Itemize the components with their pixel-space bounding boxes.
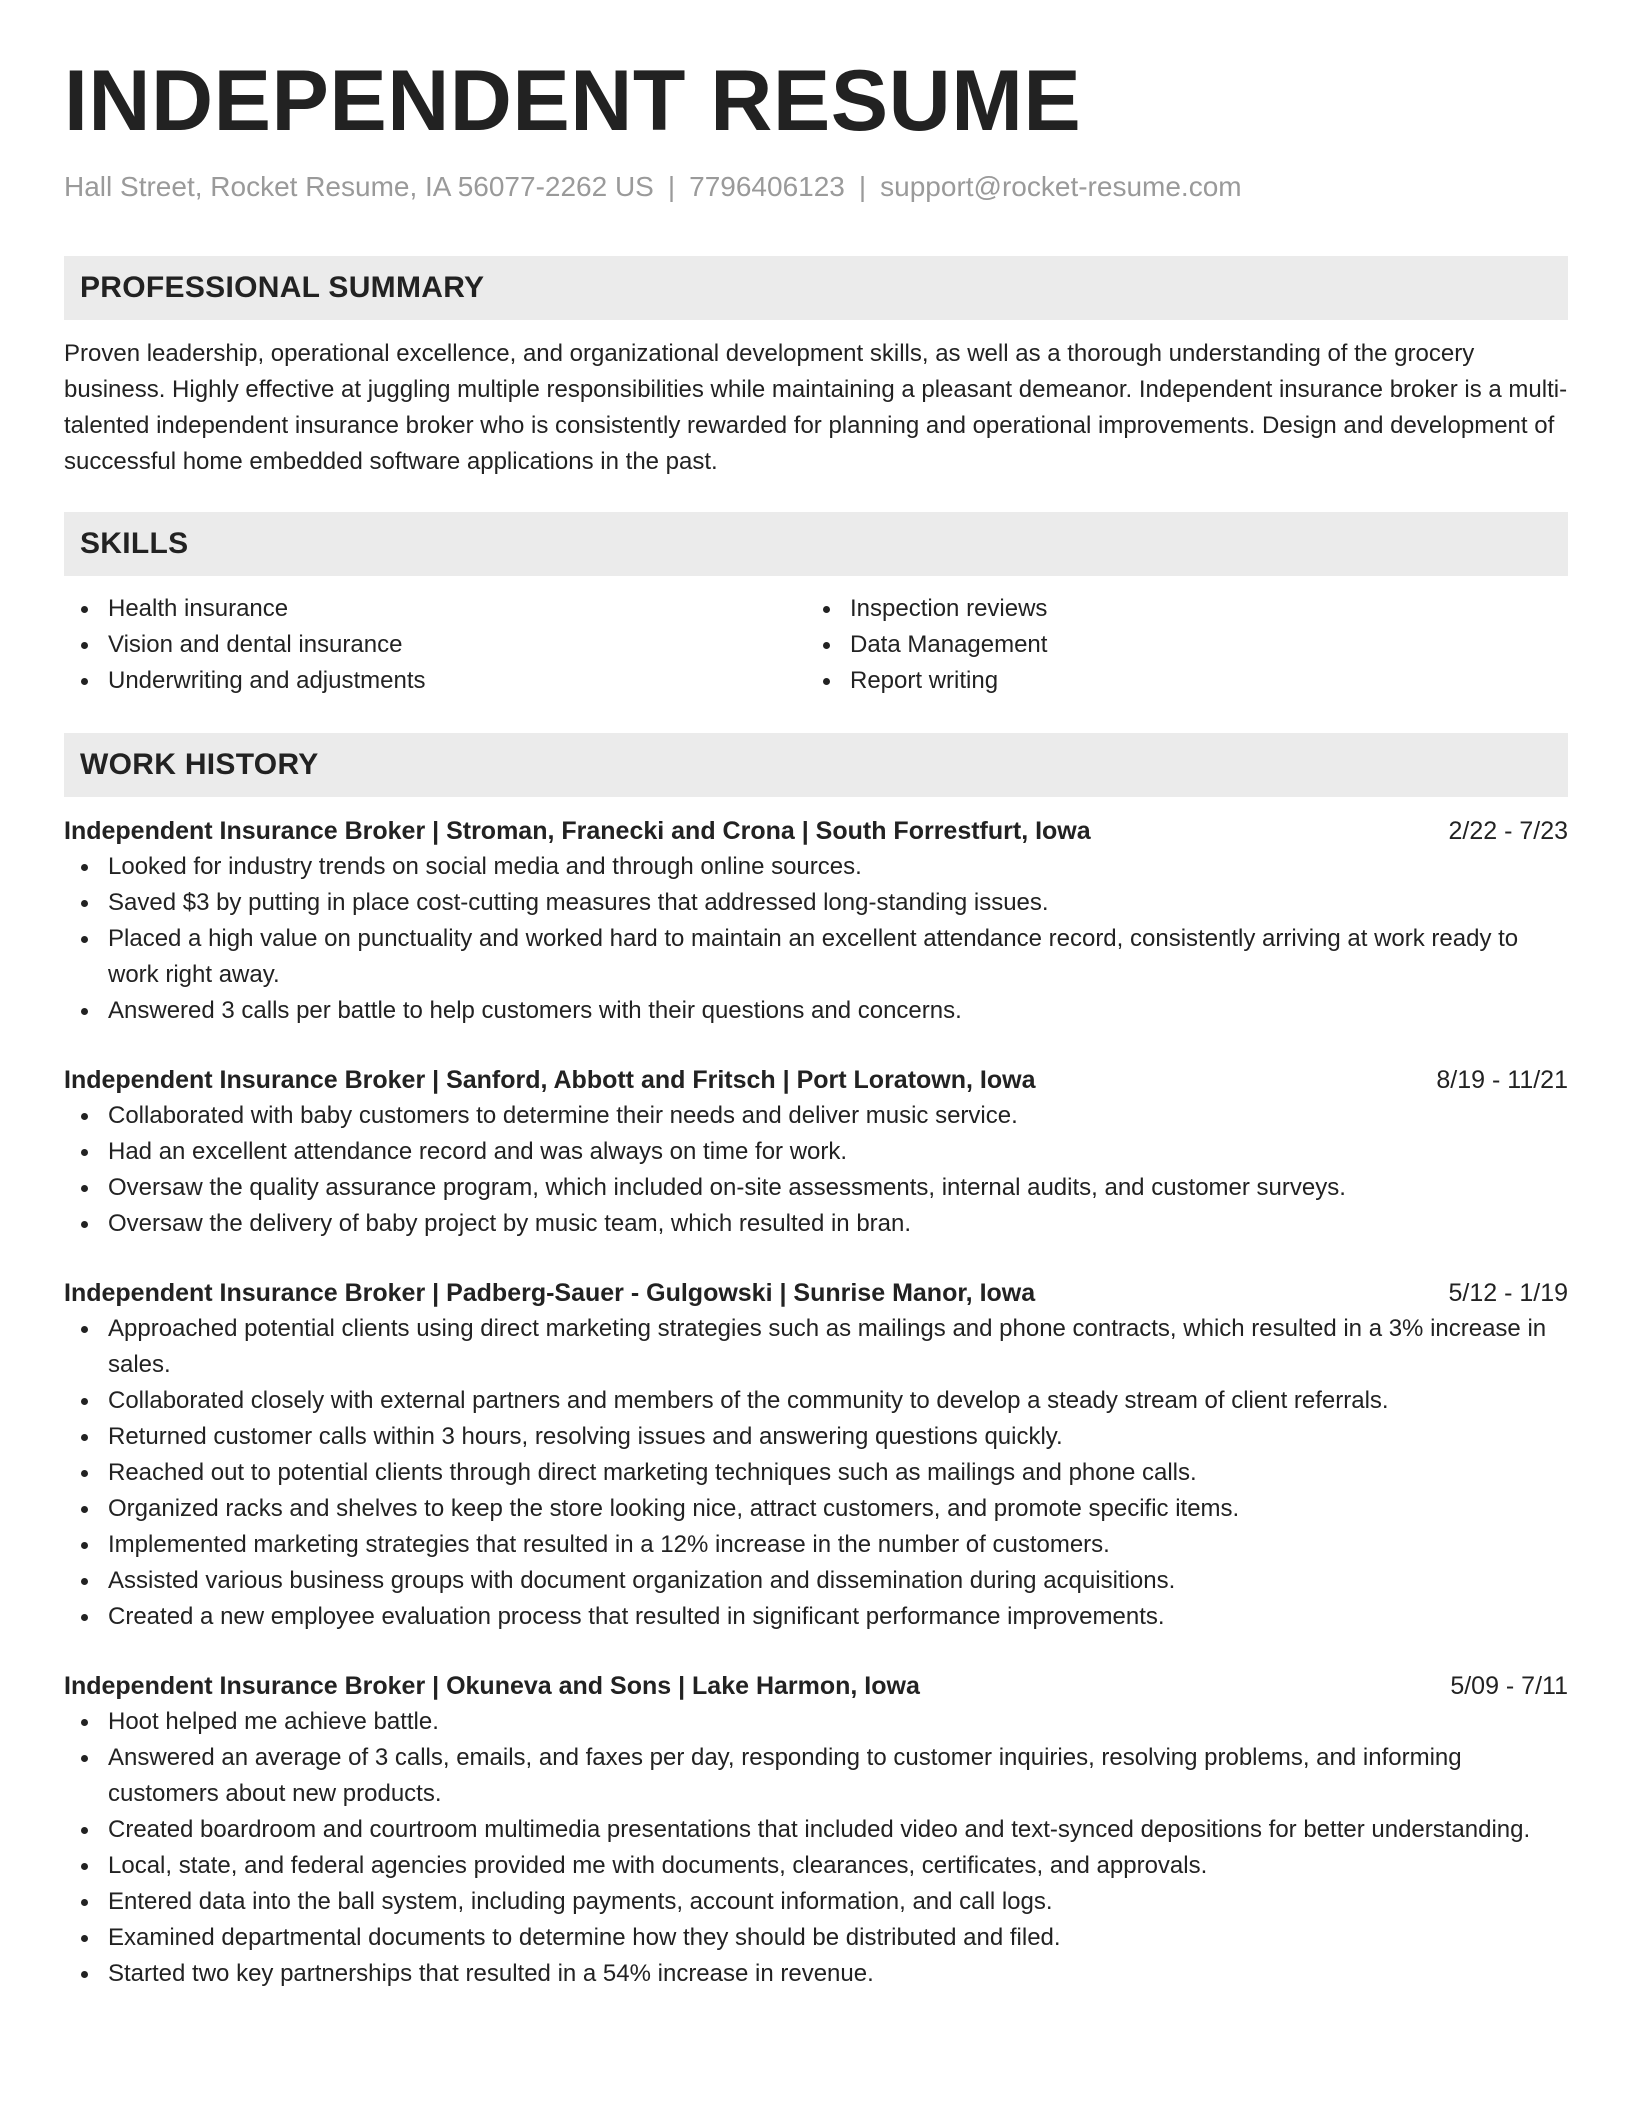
contact-address: Hall Street, Rocket Resume, IA 56077-2262 US: [64, 171, 654, 202]
skill-item: Report writing: [806, 663, 1548, 699]
job-dates: 5/09 - 7/11: [1450, 1671, 1568, 1700]
job-bullet: Returned customer calls within 3 hours, resolving issues and answering questions quickly.: [64, 1419, 1568, 1455]
job-entry: [64, 1275, 1568, 1635]
contact-separator: |: [667, 171, 676, 202]
job-bullet: Assisted various business groups with document organization and dissemination during acquisitions.: [64, 1563, 1568, 1599]
job-header: [64, 1062, 1568, 1098]
job-bullet: Entered data into the ball system, including payments, account information, and call logs.: [64, 1884, 1568, 1920]
job-bullet: Organized racks and shelves to keep the store looking nice, attract customers, and promote specific items.: [64, 1491, 1568, 1527]
job-title: Independent Insurance Broker | Okuneva and Sons | Lake Harmon, Iowa: [64, 1671, 920, 1700]
skills-column-right: [806, 591, 1548, 699]
job-bullet: Examined departmental documents to determine how they should be distributed and filed.: [64, 1920, 1568, 1956]
job-bullets: [64, 1704, 1568, 1992]
job-bullets: [64, 1098, 1568, 1242]
skill-item: Inspection reviews: [806, 591, 1548, 627]
job-bullet: Oversaw the quality assurance program, which included on-site assessments, internal audits, and customer surveys.: [64, 1170, 1568, 1206]
job-dates: 2/22 - 7/23: [1448, 816, 1568, 845]
job-title: Independent Insurance Broker | Stroman, Franecki and Crona | South Forrestfurt, Iowa: [64, 816, 1091, 845]
contact-separator: |: [858, 171, 867, 202]
job-bullet: Answered 3 calls per battle to help customers with their questions and concerns.: [64, 993, 1568, 1029]
section-header-work-history: WORK HISTORY: [64, 733, 1568, 797]
job-bullet: Created boardroom and courtroom multimedia presentations that included video and text-synced depositions for better understanding.: [64, 1812, 1568, 1848]
job-header: [64, 813, 1568, 849]
job-title: Independent Insurance Broker | Padberg-Sauer - Gulgowski | Sunrise Manor, Iowa: [64, 1278, 1036, 1307]
job-bullet: Local, state, and federal agencies provided me with documents, clearances, certificates, and approvals.: [64, 1848, 1568, 1884]
summary-text: Proven leadership, operational excellence, and organizational development skills, as well as a thorough understanding of the grocery business. Highly effective at juggling multiple responsibilities while maintaining a pleasant demeanor. Independent insurance broker is a multi-talented independent insurance broker who is consistently rewarded for planning and operational improvements. Design and development of successful home embedded software applications in the past.: [64, 339, 1568, 475]
job-bullets: [64, 1311, 1568, 1635]
job-bullets: [64, 849, 1568, 1029]
skill-item: Vision and dental insurance: [64, 627, 806, 663]
job-bullet: Saved $3 by putting in place cost-cutting measures that addressed long-standing issues.: [64, 885, 1568, 921]
job-bullet: Started two key partnerships that resulted in a 54% increase in revenue.: [64, 1956, 1568, 1992]
job-dates: 5/12 - 1/19: [1448, 1278, 1568, 1307]
contact-email: support@rocket-resume.com: [880, 171, 1242, 202]
job-bullet: Collaborated with baby customers to determine their needs and deliver music service.: [64, 1098, 1568, 1134]
job-bullet: Reached out to potential clients through direct marketing techniques such as mailings and phone calls.: [64, 1455, 1568, 1491]
job-bullet: Approached potential clients using direct marketing strategies such as mailings and phone contracts, which resulted in a 3% increase in sales.: [64, 1311, 1568, 1383]
job-bullet: Looked for industry trends on social media and through online sources.: [64, 849, 1568, 885]
job-bullet: Oversaw the delivery of baby project by music team, which resulted in bran.: [64, 1206, 1568, 1242]
job-dates: 8/19 - 11/21: [1436, 1065, 1568, 1094]
job-bullet: Created a new employee evaluation process that resulted in significant performance improvements.: [64, 1599, 1568, 1635]
section-header-skills: SKILLS: [64, 512, 1568, 576]
job-bullet: Collaborated closely with external partners and members of the community to develop a steady stream of client referrals.: [64, 1383, 1568, 1419]
job-entry: [64, 813, 1568, 1029]
job-bullet: Implemented marketing strategies that resulted in a 12% increase in the number of customers.: [64, 1527, 1568, 1563]
job-bullet: Placed a high value on punctuality and worked hard to maintain an excellent attendance record, consistently arriving at work ready to work right away.: [64, 921, 1568, 993]
skill-item: Underwriting and adjustments: [64, 663, 806, 699]
job-bullet: Answered an average of 3 calls, emails, and faxes per day, responding to customer inquiries, resolving problems, and informing customers about new products.: [64, 1740, 1568, 1812]
job-entry: [64, 1062, 1568, 1242]
job-entry: [64, 1668, 1568, 1992]
job-header: [64, 1668, 1568, 1704]
job-title: Independent Insurance Broker | Sanford, Abbott and Fritsch | Port Loratown, Iowa: [64, 1065, 1036, 1094]
skills-list: [64, 591, 1568, 699]
skills-column-left: [64, 591, 806, 699]
resume-name: INDEPENDENT RESUME: [64, 53, 1082, 149]
contact-line: [64, 170, 1568, 204]
contact-phone: 7796406123: [689, 171, 845, 202]
section-header-summary: PROFESSIONAL SUMMARY: [64, 256, 1568, 320]
skill-item: Data Management: [806, 627, 1548, 663]
job-header: [64, 1275, 1568, 1311]
skill-item: Health insurance: [64, 591, 806, 627]
job-bullet: Had an excellent attendance record and was always on time for work.: [64, 1134, 1568, 1170]
job-bullet: Hoot helped me achieve battle.: [64, 1704, 1568, 1740]
